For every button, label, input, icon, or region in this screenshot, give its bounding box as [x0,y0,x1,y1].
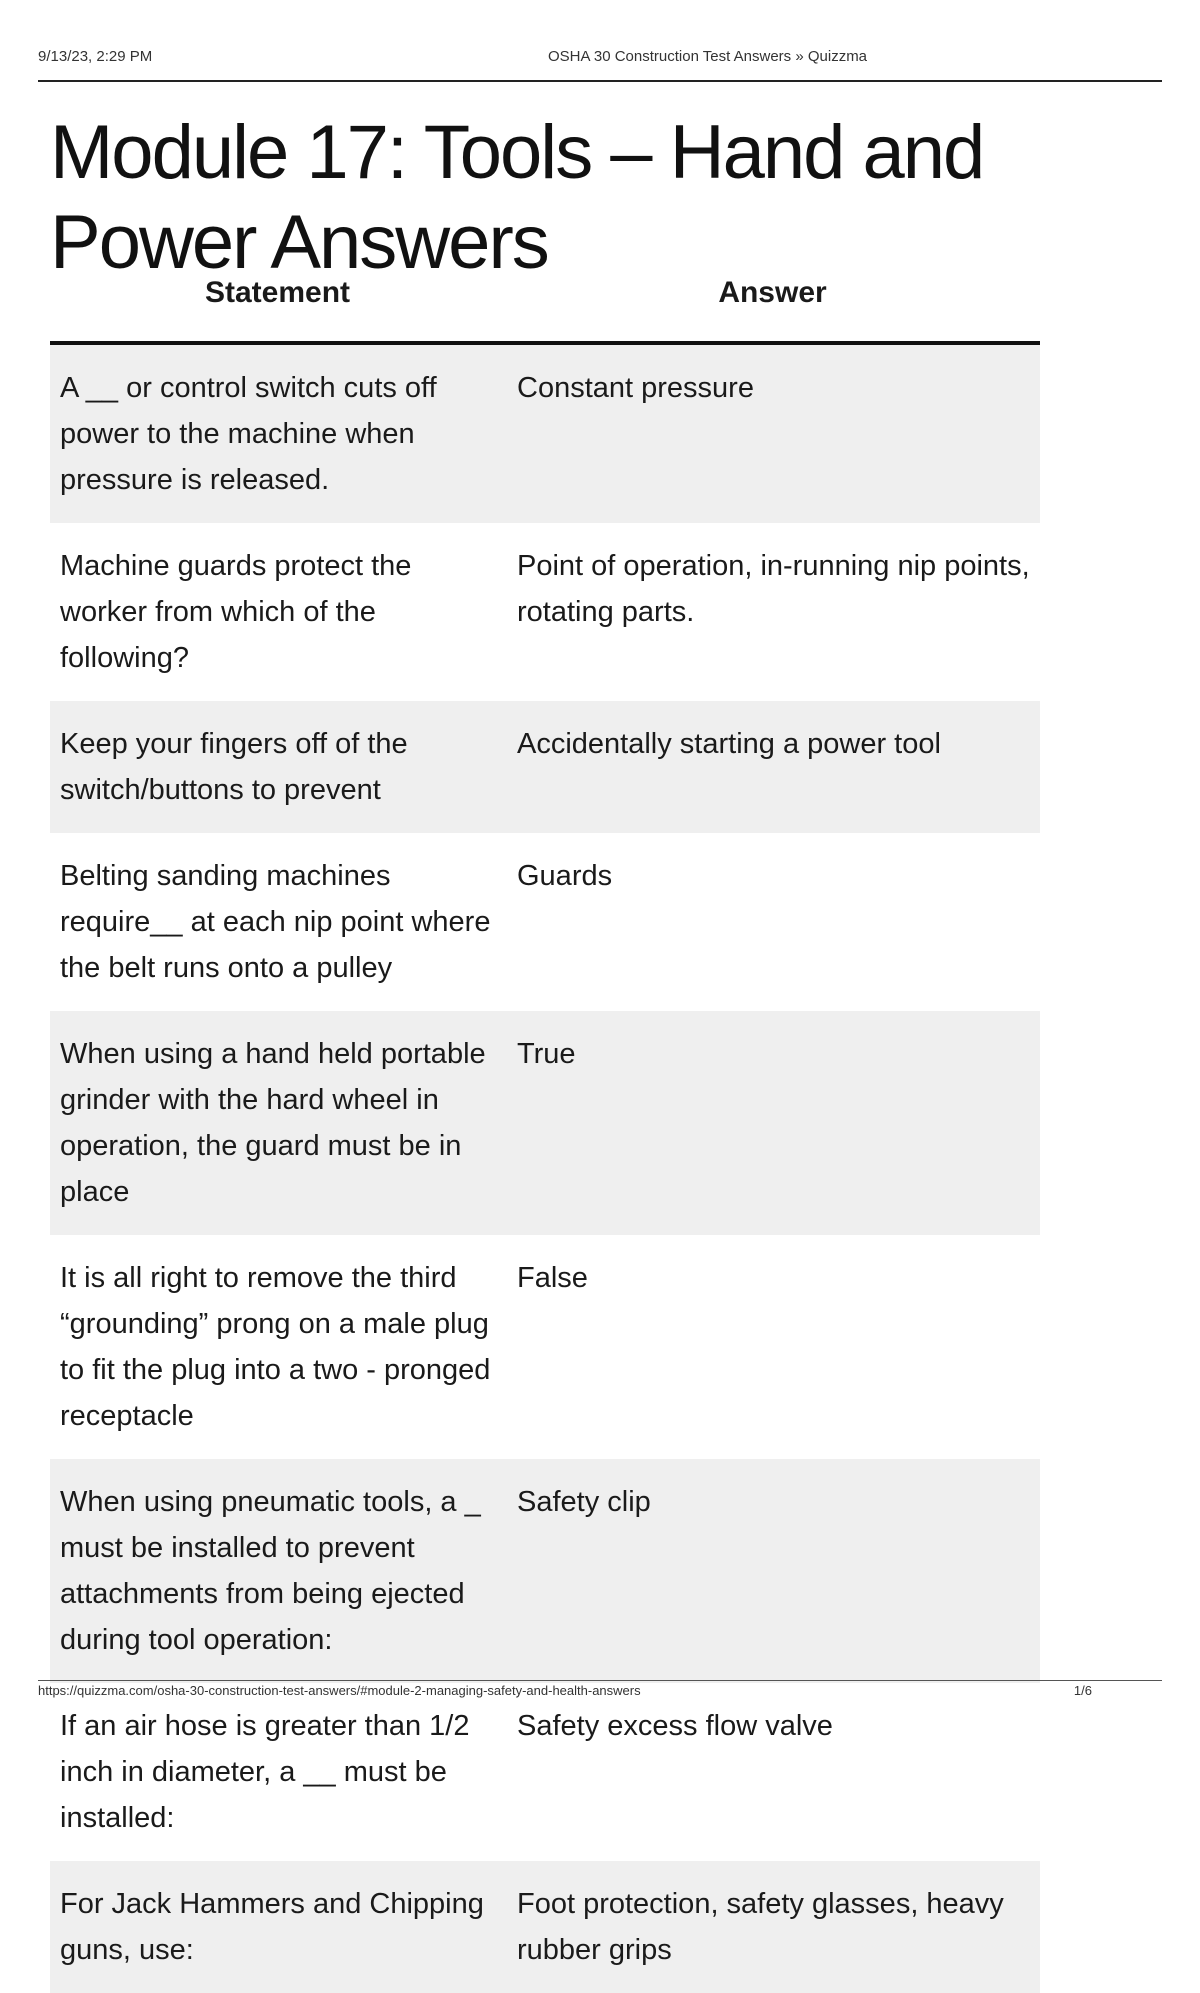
answer-cell: False [505,1235,1040,1459]
qa-table [50,255,1040,1993]
statement-cell: Keep your fingers off of the switch/buttons to prevent [50,701,505,833]
table-row [50,1459,1040,1683]
table-row [50,1683,1040,1861]
answer-column-header: Answer [505,255,1040,343]
answer-cell: Point of operation, in-running nip points, rotating parts. [505,523,1040,701]
statement-cell: It is all right to remove the third “grounding” prong on a male plug to fit the plug into a two - pronged receptacle [50,1235,505,1459]
document-title: OSHA 30 Construction Test Answers » Quizzma [548,48,868,65]
answer-cell: Guards [505,833,1040,1011]
print-footer [38,1680,1162,1701]
statement-cell: Belting sanding machines require__ at each nip point where the belt runs onto a pulley [50,833,505,1011]
page-url[interactable]: https://quizzma.com/osha-30-construction-test-answers/#module-2-managing-safety-and-health-answers [38,1683,641,1698]
answer-cell: True [505,1011,1040,1235]
table-row [50,1235,1040,1459]
answer-cell: Safety excess flow valve [505,1683,1040,1861]
table-row [50,701,1040,833]
answer-cell: Foot protection, safety glasses, heavy rubber grips [505,1861,1040,1993]
table-row [50,1861,1040,1993]
statement-cell: When using pneumatic tools, a _ must be installed to prevent attachments from being ejected during tool operation: [50,1459,505,1683]
page-number: 1/6 [1073,1683,1092,1698]
answer-cell: Constant pressure [505,343,1040,523]
statement-cell: When using a hand held portable grinder with the hard wheel in operation, the guard must be in place [50,1011,505,1235]
statement-column-header: Statement [50,255,505,343]
statement-cell: A __ or control switch cuts off power to the machine when pressure is released. [50,343,505,523]
statement-cell: Machine guards protect the worker from which of the following? [50,523,505,701]
print-date: 9/13/23, 2:29 PM [38,48,153,65]
statement-cell: If an air hose is greater than 1/2 inch in diameter, a __ must be installed: [50,1683,505,1861]
answer-cell: Safety clip [505,1459,1040,1683]
table-row [50,523,1040,701]
page-title: Module 17: Tools – Hand and Power Answers [50,110,984,285]
answer-cell: Accidentally starting a power tool [505,701,1040,833]
statement-cell: For Jack Hammers and Chipping guns, use: [50,1861,505,1993]
print-header [38,44,1162,82]
table-row [50,343,1040,523]
table-row [50,1011,1040,1235]
table-header-row [50,255,1040,343]
table-row [50,833,1040,1011]
